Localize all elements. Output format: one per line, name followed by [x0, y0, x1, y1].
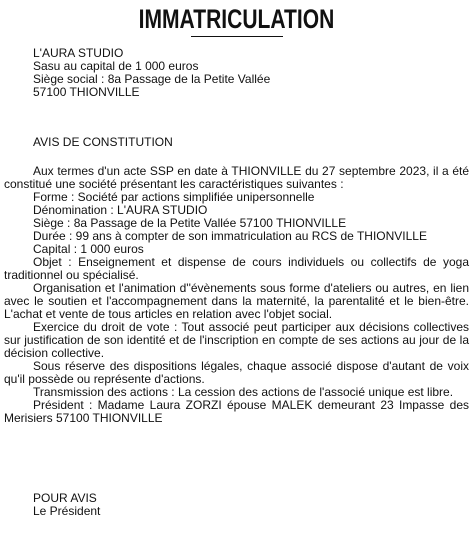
- paragraph-president: Président : Madame Laura ZORZI épouse MALEK demeurant 23 Impasse des Merisiers 57100 THIONVILLE: [4, 398, 469, 425]
- paragraph-voix: Sous réserve des dispositions légales, chaque associé dispose d'autant de voix qu'il possède ou représente d'actions.: [4, 359, 469, 386]
- company-city: 57100 THIONVILLE: [33, 85, 140, 99]
- signature-role: Le Président: [33, 504, 101, 518]
- paragraph-transmission: Transmission des actions : La cession des actions de l'associé unique est libre.: [33, 385, 454, 399]
- signature-pour-avis: POUR AVIS: [33, 491, 97, 505]
- company-address: Siège social : 8a Passage de la Petite Vallée: [33, 72, 271, 86]
- company-header: [33, 47, 469, 99]
- paragraph-droit-de-vote: Exercice du droit de vote : Tout associé peut participer aux décisions collectives sur justification de son identité et de l'inscription en compte de ses actions au jour de la décision collective.: [4, 320, 469, 360]
- paragraph-organisation: Organisation et l'animation d''évènements sous forme d'ateliers ou autres, en lien avec le soutien et l'accompagnement dans la maternité, la parentalité et le bien-être. L'achat et vente de tous articles en relation avec l'objet social.: [4, 281, 469, 321]
- section-title: AVIS DE CONSTITUTION: [33, 135, 173, 149]
- paragraph-intro: Aux termes d'un acte SSP en date à THIONVILLE du 27 septembre 2023, il a été constitué une société présentant les caractéristiques suivantes :: [4, 164, 469, 191]
- signature-block: [33, 492, 469, 518]
- company-name: L'AURA STUDIO: [33, 46, 124, 60]
- company-capital: Sasu au capital de 1 000 euros: [33, 59, 199, 73]
- notice-body: [4, 165, 469, 425]
- paragraph-siege: Siège : 8a Passage de la Petite Vallée 57100 THIONVILLE: [33, 216, 347, 230]
- paragraph-forme: Forme : Société par actions simplifiée unipersonnelle: [33, 190, 315, 204]
- title-underline: [191, 36, 283, 37]
- paragraph-duree: Durée : 99 ans à compter de son immatriculation au RCS de THIONVILLE: [33, 229, 427, 243]
- notice-title: IMMATRICULATION: [138, 4, 335, 34]
- paragraph-objet: Objet : Enseignement et dispense de cours individuels ou collectifs de yoga traditionnel ou spécialisé.: [4, 255, 469, 282]
- paragraph-denomination: Dénomination : L'AURA STUDIO: [33, 203, 208, 217]
- paragraph-capital: Capital : 1 000 euros: [33, 242, 144, 256]
